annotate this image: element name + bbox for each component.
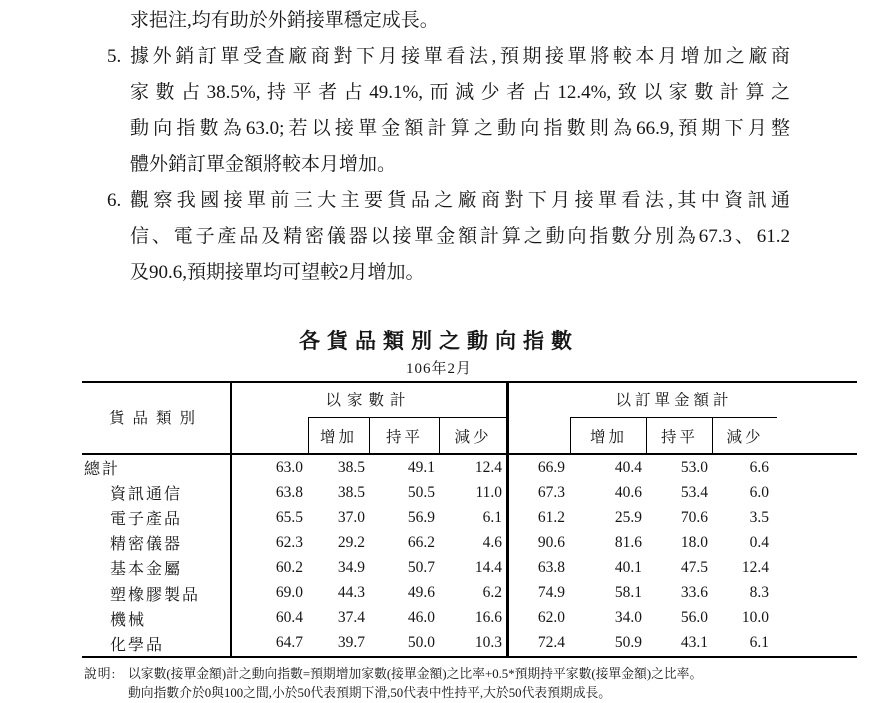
row-label: 總計 — [84, 461, 121, 479]
cell-value: 29.2 — [337, 533, 365, 551]
row-label: 電子產品 — [110, 511, 183, 529]
cell-value: 40.1 — [614, 558, 642, 576]
item-5-text — [130, 39, 790, 183]
movement-index-table — [82, 381, 857, 658]
cell-value: 64.7 — [275, 634, 303, 652]
row-label: 精密儀器 — [110, 536, 183, 554]
header-group-by-count: 以家數計 — [325, 392, 412, 409]
cell-value: 63.8 — [537, 558, 565, 576]
header-flat: 持平 — [385, 428, 423, 446]
cell-value: 38.5 — [337, 458, 365, 476]
cell-value: 66.9 — [537, 458, 565, 476]
paragraph-line: 體外銷訂單金額將較本月增加。 — [130, 154, 397, 175]
cell-value: 40.4 — [614, 458, 642, 476]
paragraph-line: 家數占38.5%,持平者占49.1%,而減少者占12.4%,致以家數計算之 — [130, 82, 790, 103]
cell-value: 6.1 — [482, 508, 502, 526]
cell-value: 38.5 — [337, 483, 365, 501]
row-label: 化學品 — [110, 636, 165, 654]
table-bottom-border — [82, 656, 857, 658]
row-label: 機械 — [110, 611, 147, 629]
cell-value: 6.6 — [749, 458, 769, 476]
table-row — [82, 580, 857, 605]
cell-value: 16.6 — [474, 609, 502, 627]
cell-value: 0.4 — [749, 533, 769, 551]
cell-value: 34.0 — [614, 609, 642, 627]
table-row — [82, 606, 857, 631]
cell-value: 49.1 — [407, 458, 435, 476]
intro-line: 求挹注,均有助於外銷接單穩定成長。 — [130, 10, 439, 31]
cell-value: 14.4 — [474, 558, 502, 576]
table-row — [82, 505, 857, 530]
header-increase: 增加 — [589, 428, 627, 446]
cell-value: 6.0 — [749, 483, 769, 501]
cell-value: 39.7 — [337, 634, 365, 652]
cell-value: 60.2 — [275, 558, 303, 576]
cell-value: 56.0 — [680, 609, 708, 627]
paragraph-line: 及90.6,預期接單均可望較2月增加。 — [130, 262, 425, 283]
note-line: 動向指數介於0與100之間,小於50代表預期下滑,50代表中性持平,大於50代表預期成長。 — [128, 686, 612, 700]
notes-text — [128, 665, 868, 703]
cell-value: 50.5 — [407, 483, 435, 501]
table-row — [82, 455, 857, 480]
table-row — [82, 631, 857, 656]
cell-value: 44.3 — [337, 584, 365, 602]
cell-value: 74.9 — [537, 584, 565, 602]
table-row — [82, 555, 857, 580]
cell-value: 67.3 — [537, 483, 565, 501]
cell-value: 10.3 — [474, 634, 502, 652]
cell-value: 43.1 — [680, 634, 708, 652]
table-title: 各貨品類別之動向指數 — [299, 329, 579, 353]
row-label: 塑橡膠製品 — [110, 586, 201, 604]
table-row — [82, 480, 857, 505]
cell-value: 25.9 — [614, 508, 642, 526]
cell-value: 18.0 — [680, 533, 708, 551]
cell-value: 58.1 — [614, 584, 642, 602]
cell-value: 70.6 — [680, 508, 708, 526]
cell-value: 33.6 — [680, 584, 708, 602]
table-body — [82, 455, 857, 656]
header-flat: 持平 — [660, 428, 698, 446]
cell-value: 6.2 — [482, 584, 502, 602]
row-label: 基本金屬 — [110, 561, 183, 579]
cell-value: 10.0 — [741, 609, 769, 627]
cell-value: 66.2 — [407, 533, 435, 551]
header-decrease: 減少 — [726, 428, 764, 446]
row-label: 資訊通信 — [110, 486, 183, 504]
cell-value: 53.4 — [680, 483, 708, 501]
cell-value: 49.6 — [407, 584, 435, 602]
table-subtitle: 106年2月 — [405, 361, 472, 377]
header-category: 貨品類別 — [108, 410, 203, 427]
cell-value: 63.8 — [275, 483, 303, 501]
header-increase: 增加 — [319, 428, 357, 446]
header-group-by-order-value: 以訂單金額計 — [615, 392, 733, 409]
cell-value: 50.7 — [407, 558, 435, 576]
cell-value: 69.0 — [275, 584, 303, 602]
paragraph-line: 動向指數為63.0;若以接單金額計算之動向指數則為66.9,預期下月整 — [130, 118, 790, 139]
cell-value: 90.6 — [537, 533, 565, 551]
list-item-6 — [107, 183, 878, 291]
cell-value: 61.2 — [537, 508, 565, 526]
cell-value: 6.1 — [749, 634, 769, 652]
list-item-5 — [107, 39, 878, 183]
paragraph-line: 信、電子產品及精密儀器以接單金額計算之動向指數分別為67.3、61.2 — [130, 226, 790, 247]
header-decrease: 減少 — [454, 428, 492, 446]
cell-value: 47.5 — [680, 558, 708, 576]
cell-value: 8.3 — [749, 584, 769, 602]
paragraph-line: 觀察我國接單前三大主要貨品之廠商對下月接單看法,其中資訊通 — [130, 190, 790, 211]
cell-value: 40.6 — [614, 483, 642, 501]
cell-value: 37.4 — [337, 609, 365, 627]
cell-value: 11.0 — [475, 483, 502, 501]
cell-value: 81.6 — [614, 533, 642, 551]
cell-value: 12.4 — [741, 558, 769, 576]
note-line: 以家數(接單金額)計之動向指數=預期增加家數(接單金額)之比率+0.5*預期持平家數(接單金額)之比率。 — [128, 667, 703, 681]
cell-value: 37.0 — [337, 508, 365, 526]
notes-label: 說明: — [84, 667, 117, 681]
paragraph-line: 據外銷訂單受查廠商對下月接單看法,預期接單將較本月增加之廠商 — [130, 46, 790, 67]
cell-value: 72.4 — [537, 634, 565, 652]
cell-value: 62.0 — [537, 609, 565, 627]
cell-value: 53.0 — [680, 458, 708, 476]
item-5-marker: 5. — [107, 46, 122, 67]
table-row — [82, 530, 857, 555]
cell-value: 50.9 — [614, 634, 642, 652]
cell-value: 56.9 — [407, 508, 435, 526]
table-notes — [84, 665, 878, 703]
cell-value: 50.0 — [407, 634, 435, 652]
item-6-marker: 6. — [107, 190, 122, 211]
cell-value: 3.5 — [749, 508, 769, 526]
cell-value: 4.6 — [482, 533, 502, 551]
cell-value: 65.5 — [275, 508, 303, 526]
cell-value: 34.9 — [337, 558, 365, 576]
body-text — [0, 0, 878, 291]
cell-value: 62.3 — [275, 533, 303, 551]
cell-value: 12.4 — [474, 458, 502, 476]
cell-value: 46.0 — [407, 609, 435, 627]
item-6-text — [130, 183, 790, 291]
cell-value: 63.0 — [275, 458, 303, 476]
cell-value: 60.4 — [275, 609, 303, 627]
